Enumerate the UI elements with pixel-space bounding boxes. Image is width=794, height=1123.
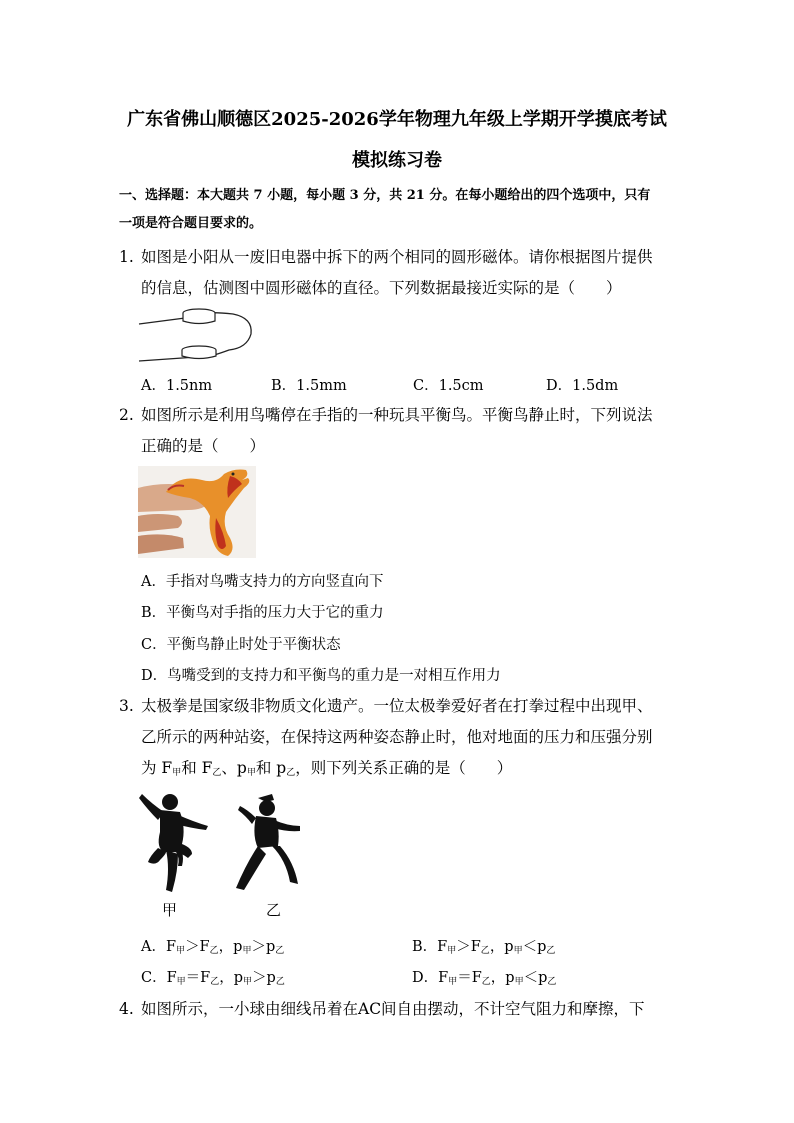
q2-option-c: C．平衡鸟静止时处于平衡状态 xyxy=(141,637,341,653)
q3-figure-jia-silhouette xyxy=(136,792,216,896)
q2-line1: 如图所示是利用鸟嘴停在手指的一种玩具平衡鸟。平衡鸟静止时，下列说法 xyxy=(141,406,653,424)
q3-figure-label-jia: 甲 xyxy=(162,901,178,919)
q1-option-b: B．1.5mm xyxy=(271,378,347,394)
q3-figure-yi-silhouette xyxy=(228,792,310,896)
section-heading-line2: 一项是符合题目要求的。 xyxy=(119,216,263,231)
q1-option-a: A．1.5nm xyxy=(141,378,213,394)
q1-line1: 如图是小阳从一废旧电器中拆下的两个相同的圆形磁体。请你根据图片提供 xyxy=(141,248,653,266)
q2-option-d: D．鸟嘴受到的支持力和平衡鸟的重力是一对相互作用力 xyxy=(141,668,501,684)
q3-option-d: D．$F_甲=F_乙$，$p_甲<p_乙$ xyxy=(412,970,557,987)
q3-option-c: C．$F_甲=F_乙$，$p_甲>p_乙$ xyxy=(141,970,285,987)
q1-option-c: C．1.5cm xyxy=(413,378,484,394)
q1-option-d: D．1.5dm xyxy=(546,378,619,394)
q4-line1: 如图所示，一小球由细线吊着在AC间自由摆动，不计空气阻力和摩擦，下 xyxy=(141,1000,645,1018)
q2-line2: 正确的是（ ） xyxy=(141,437,266,455)
q1-magnet-figure xyxy=(137,306,257,364)
q3-line1: 太极拳是国家级非物质文化遗产。一位太极拳爱好者在打拳过程中出现甲、 xyxy=(141,697,653,715)
q2-option-b: B．平衡鸟对手指的压力大于它的重力 xyxy=(141,605,384,621)
exam-subtitle: 模拟练习卷 xyxy=(352,150,442,171)
section-heading-line1: 一、选择题：本大题共 7 小题，每小题 3 分，共 21 分。在每小题给出的四个选项中，只有 xyxy=(119,188,651,203)
q3-option-a: A．$F_甲>F_乙$，$p_甲>p_乙$ xyxy=(141,939,285,956)
q3-figure-label-yi: 乙 xyxy=(266,901,282,919)
q3-number: 3. xyxy=(119,697,134,715)
q2-option-a: A．手指对鸟嘴支持力的方向竖直向下 xyxy=(141,574,384,590)
exam-title: 广东省佛山顺德区2025-2026学年物理九年级上学期开学摸底考试 xyxy=(127,109,667,130)
q3-option-b: B．$F_甲>F_乙$，$p_甲<p_乙$ xyxy=(412,939,556,956)
q4-number: 4. xyxy=(119,1000,134,1018)
q3-line2: 乙所示的两种站姿，在保持这两种姿态静止时，他对地面的压力和压强分别 xyxy=(141,728,653,746)
q3-line3: 为 $F_甲$和 $F_乙$、$p_甲$和 $p_乙$，则下列关系正确的是（ ） xyxy=(141,759,513,778)
q2-number: 2. xyxy=(119,406,134,424)
section-heading xyxy=(119,182,679,238)
q1-line2: 的信息，估测图中圆形磁体的直径。下列数据最接近实际的是（ ） xyxy=(141,279,622,297)
q1-number: 1. xyxy=(119,248,134,266)
q2-balance-bird-photo xyxy=(138,466,256,558)
